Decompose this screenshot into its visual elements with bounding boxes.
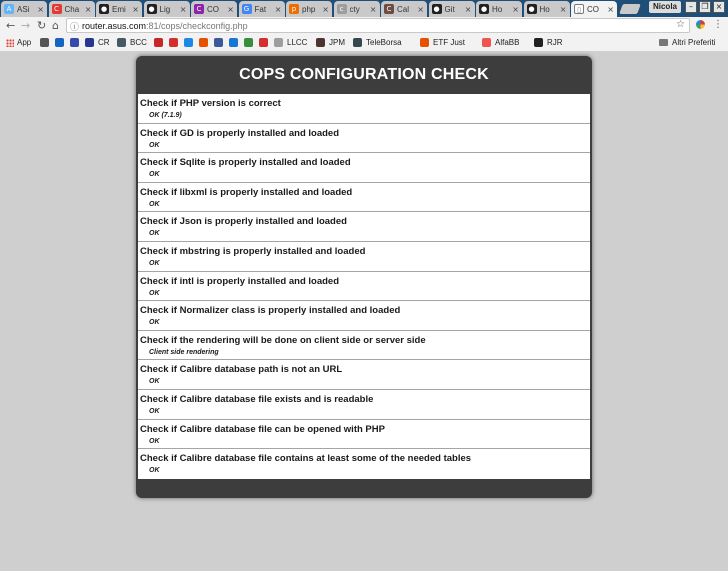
tab-title: Emi <box>112 4 126 14</box>
check-title: Check if libxml is properly installed and loaded <box>140 186 353 198</box>
url-text[interactable] <box>82 20 248 32</box>
home-icon[interactable]: ⌂ <box>52 19 59 32</box>
browser-tab[interactable] <box>49 1 95 17</box>
check-row <box>138 390 590 420</box>
bookmark-icon[interactable] <box>154 38 163 47</box>
check-row <box>138 331 590 361</box>
check-row <box>138 212 590 242</box>
check-title: Check if Calibre database file contains at least some of the needed tables <box>140 453 472 465</box>
check-title: Check if mbstring is properly installed and loaded <box>140 245 366 257</box>
bookmark-icon[interactable] <box>274 38 283 47</box>
browser-tab[interactable] <box>239 1 285 17</box>
browser-tab[interactable] <box>381 1 427 17</box>
browser-tab[interactable] <box>429 1 475 17</box>
check-title: Check if PHP version is correct <box>140 98 281 109</box>
tab-title: ASi <box>17 4 30 14</box>
tab-close-icon[interactable]: × <box>559 4 567 14</box>
folder-icon[interactable] <box>659 39 668 46</box>
tab-close-icon[interactable]: × <box>132 4 139 14</box>
bookmark-icon[interactable] <box>85 38 94 47</box>
check-result: OK <box>149 319 160 327</box>
bookmarks-bar <box>0 34 728 52</box>
tab-close-icon[interactable]: × <box>512 4 519 14</box>
bookmark-label[interactable]: BCC <box>130 38 147 47</box>
check-result: OK <box>149 259 160 267</box>
tab-close-icon[interactable]: × <box>84 4 92 14</box>
tab-favicon-icon: C <box>194 4 204 14</box>
other-bookmarks-label[interactable]: Altri Preferiti <box>672 38 716 47</box>
check-result: OK <box>149 289 160 297</box>
check-title: Check if Sqlite is properly installed and loaded <box>140 157 351 169</box>
bookmark-icon[interactable] <box>259 38 268 47</box>
check-row <box>138 242 590 272</box>
tab-close-icon[interactable]: × <box>227 4 234 14</box>
check-result: OK <box>149 200 160 208</box>
check-title: Check if Calibre database file can be opened with PHP <box>140 423 385 435</box>
page-container <box>136 56 592 498</box>
tab-favicon-icon: C <box>384 4 394 14</box>
bookmark-label[interactable]: LLCC <box>287 38 308 47</box>
browser-tab[interactable] <box>191 1 237 17</box>
tab-close-icon[interactable]: × <box>417 4 424 14</box>
address-bar[interactable] <box>66 18 690 33</box>
check-result: OK <box>149 378 160 386</box>
bookmark-icon[interactable] <box>199 38 208 47</box>
browser-tab[interactable] <box>524 1 570 17</box>
check-row <box>138 449 590 479</box>
tab-title: Ho <box>492 4 503 14</box>
browser-tab[interactable] <box>1 1 47 17</box>
tab-title: CO <box>207 4 219 14</box>
tab-close-icon[interactable]: × <box>369 4 377 14</box>
check-title: Check if Calibre database file exists and is readable <box>140 393 374 405</box>
extension-icon[interactable] <box>696 20 705 29</box>
tab-favicon-icon: ● <box>480 5 488 13</box>
browser-tab[interactable] <box>286 1 332 17</box>
tab-title: cty <box>349 4 360 14</box>
tab-favicon-icon: p <box>289 4 299 14</box>
tab-title: Cal <box>397 4 410 14</box>
check-row <box>138 272 590 302</box>
bookmark-label[interactable]: JPM <box>329 38 345 47</box>
check-result: OK <box>149 230 160 238</box>
check-result: OK <box>149 437 160 445</box>
bookmark-icon[interactable] <box>353 38 362 47</box>
tab-close-icon[interactable]: × <box>274 4 282 14</box>
bookmark-icon[interactable] <box>229 38 238 47</box>
check-result: OK (7.1.9) <box>149 112 182 119</box>
bookmark-icon[interactable] <box>214 38 223 47</box>
check-row <box>138 360 590 390</box>
tab-favicon-icon: C <box>52 4 62 14</box>
check-result: OK <box>149 467 160 475</box>
tab-favicon-icon: ● <box>100 5 108 13</box>
tab-favicon-icon: ● <box>433 5 440 13</box>
tab-favicon-icon: A <box>4 4 14 14</box>
tab-favicon-icon: ● <box>528 5 535 13</box>
tab-favicon-icon: c <box>337 4 347 14</box>
apps-shortcut[interactable] <box>6 38 31 47</box>
reload-icon[interactable]: ↻ <box>37 19 47 32</box>
bookmark-label[interactable]: RJR <box>547 38 563 47</box>
check-title: Check if Normalizer class is properly installed and loaded <box>140 305 401 317</box>
check-title: Check if GD is properly installed and loaded <box>140 127 340 139</box>
minimize-icon[interactable]: – <box>685 1 697 13</box>
bookmark-label[interactable]: TeleBorsa <box>366 38 402 47</box>
profile-button[interactable]: Nicola <box>649 1 681 13</box>
check-row <box>138 301 590 331</box>
bookmark-icon[interactable] <box>169 38 178 47</box>
check-title: Check if Json is properly installed and loaded <box>140 216 347 228</box>
info-icon[interactable]: ⓘ <box>70 23 80 33</box>
back-icon[interactable]: ← <box>6 19 16 32</box>
bookmark-icon[interactable] <box>55 38 64 47</box>
tab-favicon-icon: ● <box>148 5 155 13</box>
browser-tab[interactable] <box>334 1 380 17</box>
tab-favicon-icon: ▯ <box>574 4 584 14</box>
browser-tab[interactable] <box>476 1 522 17</box>
check-row <box>138 153 590 183</box>
restore-icon[interactable]: ❐ <box>699 1 711 13</box>
tab-title: Git <box>444 4 455 14</box>
check-title: Check if the rendering will be done on client side or server side <box>140 334 426 346</box>
browser-tab[interactable] <box>96 1 142 17</box>
apps-label: App <box>17 38 32 47</box>
tab-close-icon[interactable]: × <box>607 4 614 14</box>
tab-favicon-icon: G <box>242 4 252 14</box>
check-result: Client side rendering <box>149 348 219 356</box>
bookmark-label[interactable]: CR <box>98 38 110 47</box>
apps-grid-icon <box>6 39 14 47</box>
bookmark-icon[interactable] <box>184 38 193 47</box>
tab-close-icon[interactable]: × <box>37 4 44 14</box>
bookmark-icon[interactable] <box>40 38 49 47</box>
tab-close-icon[interactable]: × <box>179 4 187 14</box>
browser-toolbar <box>0 17 728 34</box>
forward-icon[interactable]: → <box>21 19 31 32</box>
tab-strip <box>0 0 728 17</box>
bookmark-label[interactable]: AlfaBB <box>495 38 520 47</box>
tab-close-icon[interactable]: × <box>464 4 472 14</box>
tab-title: CO <box>587 4 599 14</box>
tab-close-icon[interactable]: × <box>322 4 329 14</box>
bookmark-icon[interactable] <box>117 38 126 47</box>
bookmark-icon[interactable] <box>420 38 429 47</box>
tab-title: Ho <box>539 4 550 14</box>
bookmark-label[interactable]: ETF Just <box>433 38 466 47</box>
check-result: OK <box>149 141 160 149</box>
check-row <box>138 94 590 124</box>
bookmark-icon[interactable] <box>244 38 253 47</box>
tab-title: php <box>302 4 316 14</box>
url-path: :81/cops/checkconfig.php <box>146 21 248 31</box>
tab-title: Lig <box>159 4 171 14</box>
bookmark-icon[interactable] <box>534 38 543 47</box>
bookmark-icon[interactable] <box>316 38 325 47</box>
tab-title: Fat <box>254 4 267 14</box>
check-list <box>138 94 590 479</box>
check-row <box>138 420 590 450</box>
check-row <box>138 183 590 213</box>
close-window-icon[interactable]: × <box>713 1 725 13</box>
menu-icon[interactable]: ⋮ <box>713 19 723 30</box>
new-tab-button[interactable] <box>619 4 641 14</box>
check-title: Check if intl is properly installed and loaded <box>140 275 340 287</box>
check-row <box>138 124 590 154</box>
check-result: OK <box>149 407 160 415</box>
check-title: Check if Calibre database path is not an URL <box>140 364 343 376</box>
bookmark-star-icon[interactable]: ☆ <box>676 19 685 30</box>
check-result: OK <box>149 171 160 179</box>
bookmark-icon[interactable] <box>70 38 79 47</box>
browser-tab[interactable] <box>571 1 617 17</box>
bookmark-icon[interactable] <box>482 38 491 47</box>
browser-tab[interactable] <box>144 1 190 17</box>
tab-title: Cha <box>64 4 80 14</box>
url-host: router.asus.com <box>82 21 147 31</box>
page-title: COPS CONFIGURATION CHECK <box>239 66 489 83</box>
